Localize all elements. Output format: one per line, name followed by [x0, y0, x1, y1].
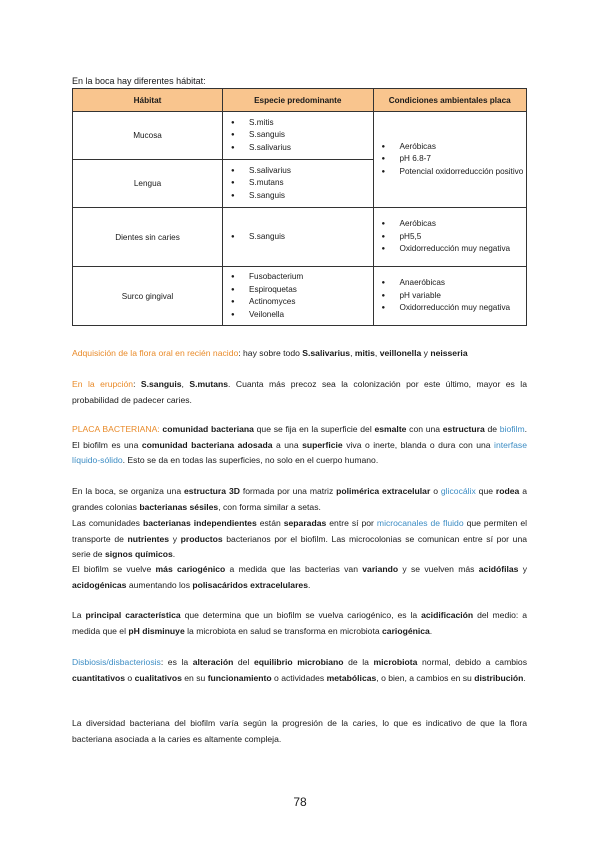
page-number: 78: [293, 795, 307, 809]
list-item: ● Oxidorreducción muy negativa: [400, 243, 527, 256]
habitat-table: [72, 88, 527, 326]
paragraph-newborn-flora: Adquisición de la flora oral en recién nacido: hay sobre todo S.salivarius, mitis, veillonella y neisseria: [72, 348, 468, 358]
header-habitat: Hábitat: [73, 89, 223, 112]
conditions-cell: [373, 267, 527, 326]
list-item: ● Fusobacterium: [249, 271, 372, 284]
table-row: [73, 267, 527, 326]
header-conditions: Condiciones ambientales placa: [373, 89, 527, 112]
paragraph-main-characteristic: La principal característica que determina que un biofilm se vuelva cariogénico, es la acidificación del medio: a medida que el pH disminuye la microbiota en salud se transforma en microbiota cariogénica.: [72, 610, 527, 636]
list-item: ● S.sanguis: [249, 129, 372, 142]
list-item: ● pH 6.8-7: [400, 153, 527, 166]
header-species: Especie predominante: [223, 89, 373, 112]
list-item: ● Veilonella: [249, 309, 372, 322]
list-item: ● Anaeróbicas: [400, 277, 527, 290]
list-item: ● Actinomyces: [249, 296, 372, 309]
paragraph-3d-structure: En la boca, se organiza una estructura 3D formada por una matriz polimérica extracelular o glicocálix que rodea a grandes colonias bacterianas sésiles, con forma similar a setas.: [72, 486, 528, 512]
paragraph-communities: Las comunidades bacterianas independientes están separadas entre sí por microcanales de fluido que permiten el transporte de nutrientes y productos bacterianos por el biofilm. Las microcolonias se comunican entre sí por una serie de signos químicos.: [72, 518, 528, 559]
conditions-cell: [373, 208, 527, 267]
paragraph-cariogenic: El biofilm se vuelve más cariogénico a medida que las bacterias van variando y se vuelven más acidófilas y acidogénicas aumentando los polisacáridos extracelulares.: [72, 564, 528, 590]
list-item: ● Aeróbicas: [400, 218, 527, 231]
list-item: ● pH5,5: [400, 231, 527, 244]
species-cell: [223, 208, 373, 267]
species-cell: [223, 160, 373, 208]
list-item: ● S.sanguis: [249, 231, 372, 244]
list-item: ● S.mitis: [249, 117, 372, 130]
table-row: [73, 112, 527, 160]
list-item: ● S.salivarius: [249, 165, 372, 178]
list-item: ● Potencial oxidorreducción positivo: [400, 166, 527, 179]
habitat-cell: Lengua: [73, 160, 223, 208]
habitat-cell: Mucosa: [73, 112, 223, 160]
habitat-cell: Surco gingival: [73, 267, 223, 326]
table-header-row: [73, 89, 527, 112]
list-item: ● Oxidorreducción muy negativa: [400, 302, 527, 315]
paragraph-bacterial-plaque: PLACA BACTERIANA: comunidad bacteriana que se fija en la superficie del esmalte con una estructura de biofilm. El biofilm es una comunidad bacteriana adosada a una superficie viva o inerte, blanda o dura con una interfase líquido-sólido. Esto se da en todas las superficies, no solo en el cuerpo humano.: [72, 424, 528, 465]
species-cell: [223, 267, 373, 326]
list-item: ● S.salivarius: [249, 142, 372, 155]
species-cell: [223, 112, 373, 160]
list-item: ● S.sanguis: [249, 190, 372, 203]
list-item: ● pH variable: [400, 290, 527, 303]
conditions-cell: [373, 112, 527, 208]
list-item: ● Espiroquetas: [249, 284, 372, 297]
paragraph-eruption: En la erupción: S.sanguis, S.mutans. Cuanta más precoz sea la colonización por este último, mayor es la probabilidad de padecer caries.: [72, 379, 527, 405]
list-item: ● Aeróbicas: [400, 141, 527, 154]
table-row: [73, 208, 527, 267]
paragraph-dysbiosis: Disbiosis/disbacteriosis: es la alteración del equilibrio microbiano de la microbiota normal, debido a cambios cuantitativos o cualitativos en su funcionamiento o actividades metabólicas, o bien, a cambios en su distribución.: [72, 657, 527, 683]
habitat-cell: Dientes sin caries: [73, 208, 223, 267]
list-item: ● S.mutans: [249, 177, 372, 190]
intro-text: En la boca hay diferentes hábitat:: [72, 76, 206, 86]
paragraph-diversity: La diversidad bacteriana del biofilm varía según la progresión de la caries, lo que es indicativo de que la flora bacteriana asociada a la caries es altamente compleja.: [72, 718, 527, 744]
